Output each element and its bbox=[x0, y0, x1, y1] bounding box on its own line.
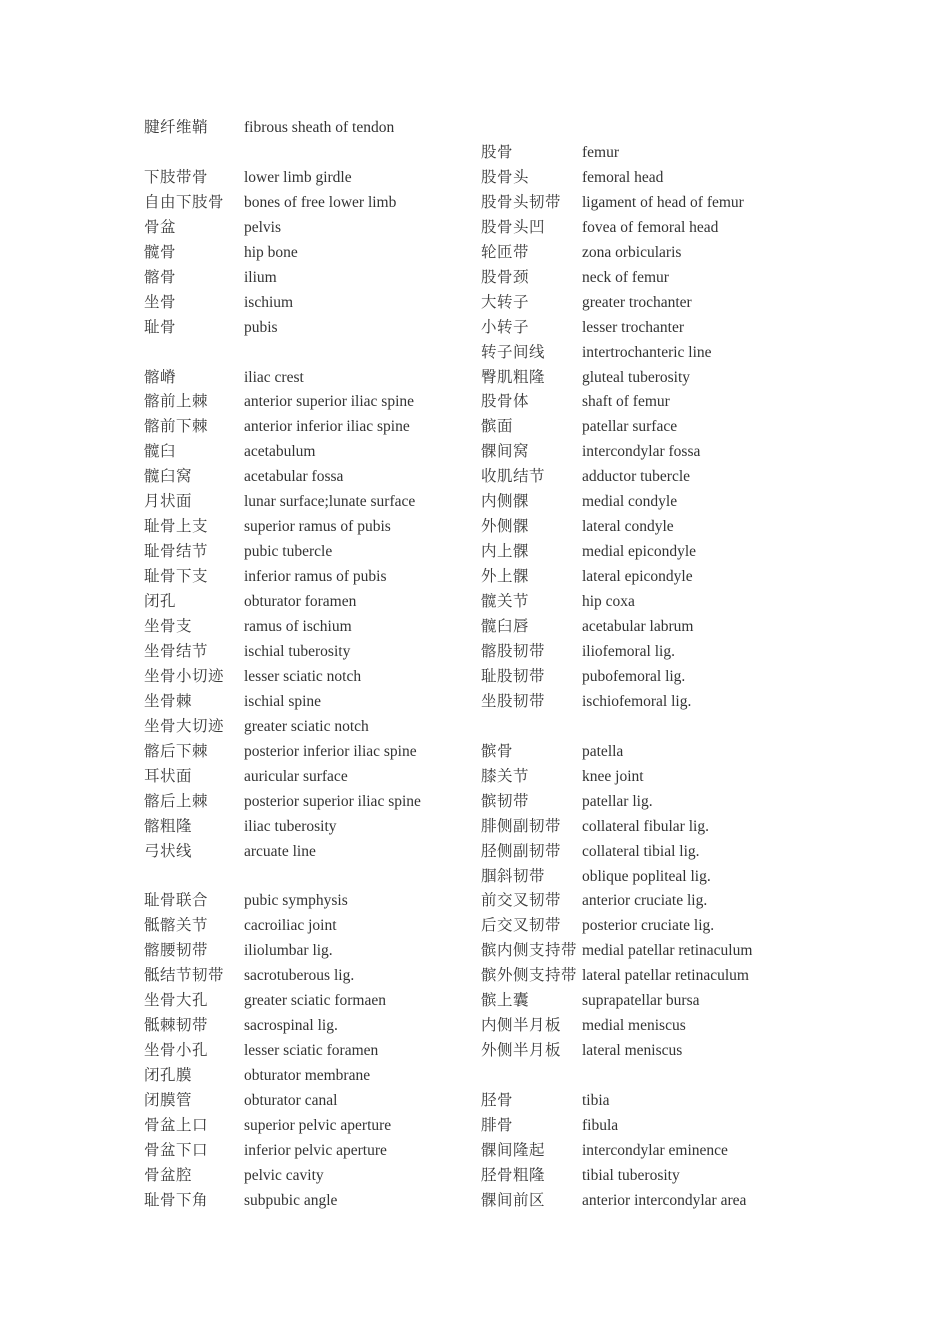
chinese-term: 骶棘韧带 bbox=[144, 1017, 209, 1035]
chinese-term: 股骨头凹 bbox=[481, 218, 546, 236]
english-term: intertrochanteric line bbox=[582, 343, 712, 361]
english-term: anterior cruciate lig. bbox=[582, 892, 708, 910]
english-term: acetabular fossa bbox=[244, 468, 344, 486]
english-term: gluteal tuberosity bbox=[582, 368, 691, 386]
english-term: posterior superior iliac spine bbox=[244, 792, 421, 810]
english-term: iliolumbar lig. bbox=[244, 942, 333, 960]
chinese-term: 下肢带骨 bbox=[144, 168, 209, 186]
chinese-term: 骨盆上口 bbox=[144, 1117, 209, 1134]
chinese-term: 臀肌粗隆 bbox=[481, 368, 546, 386]
chinese-term: 前交叉韧带 bbox=[481, 892, 562, 910]
english-term: knee joint bbox=[582, 767, 644, 785]
chinese-term: 耻股韧带 bbox=[481, 667, 546, 685]
chinese-term: 内上髁 bbox=[481, 543, 530, 561]
chinese-term: 骨盆 bbox=[144, 218, 177, 236]
chinese-term: 髁间前区 bbox=[481, 1191, 546, 1209]
english-term: fibula bbox=[582, 1117, 619, 1134]
english-term: iliac tuberosity bbox=[244, 817, 337, 835]
chinese-term: 坐骨大孔 bbox=[144, 992, 209, 1010]
chinese-term: 髂股韧带 bbox=[481, 642, 546, 660]
chinese-term: 坐骨小切迹 bbox=[144, 667, 225, 685]
english-term: pubic tubercle bbox=[244, 543, 333, 561]
chinese-term: 髌韧带 bbox=[481, 792, 530, 810]
english-term: iliofemoral lig. bbox=[582, 642, 675, 660]
chinese-term: 收肌结节 bbox=[481, 468, 546, 486]
english-term: fibrous sheath of tendon bbox=[244, 119, 395, 136]
chinese-term: 骨盆腔 bbox=[144, 1166, 193, 1184]
english-term: ischiofemoral lig. bbox=[582, 692, 692, 710]
english-term: subpubic angle bbox=[244, 1191, 338, 1209]
english-term: superior pelvic aperture bbox=[244, 1117, 392, 1134]
english-term: femur bbox=[582, 143, 620, 161]
english-term: sacrotuberous lig. bbox=[244, 967, 355, 985]
chinese-term: 轮匝带 bbox=[481, 243, 530, 261]
chinese-term: 髂粗隆 bbox=[144, 817, 193, 835]
english-term: patellar lig. bbox=[582, 792, 653, 810]
english-term: pelvic cavity bbox=[244, 1166, 324, 1184]
chinese-term: 髌外侧支持带 bbox=[481, 967, 578, 985]
chinese-term: 股骨头 bbox=[481, 168, 530, 186]
chinese-term: 股骨头韧带 bbox=[481, 193, 562, 211]
english-term: collateral tibial lig. bbox=[582, 842, 700, 860]
chinese-term: 外上髁 bbox=[481, 568, 530, 586]
chinese-term: 腓骨 bbox=[481, 1117, 514, 1134]
english-term: intercondylar fossa bbox=[582, 443, 701, 461]
english-term: lateral patellar retinaculum bbox=[582, 967, 749, 985]
chinese-term: 髂骨 bbox=[144, 268, 177, 286]
english-term: suprapatellar bursa bbox=[582, 992, 700, 1010]
english-term: femoral head bbox=[582, 168, 664, 186]
chinese-term: 股骨体 bbox=[481, 393, 530, 411]
english-term: lateral condyle bbox=[582, 518, 674, 536]
chinese-term: 髋骨 bbox=[144, 243, 177, 261]
english-term: intercondylar eminence bbox=[582, 1141, 728, 1159]
chinese-term: 自由下肢骨 bbox=[144, 193, 225, 211]
english-term: lateral epicondyle bbox=[582, 568, 693, 586]
english-term: greater sciatic notch bbox=[244, 717, 369, 735]
english-term: ischium bbox=[244, 293, 294, 311]
english-term: zona orbicularis bbox=[582, 243, 682, 261]
chinese-term: 髋臼窝 bbox=[144, 468, 193, 486]
english-term: neck of femur bbox=[582, 268, 669, 286]
english-term: collateral fibular lig. bbox=[582, 817, 709, 835]
english-term: obturator foramen bbox=[244, 593, 357, 611]
chinese-term: 闭膜管 bbox=[144, 1092, 193, 1110]
chinese-term: 胫侧副韧带 bbox=[481, 842, 562, 860]
chinese-term: 髂嵴 bbox=[144, 368, 177, 386]
english-term: pubis bbox=[244, 318, 278, 336]
chinese-term: 骶结节韧带 bbox=[144, 967, 225, 985]
english-term: lunar surface;lunate surface bbox=[244, 493, 416, 511]
english-term: hip bone bbox=[244, 243, 298, 261]
english-term: inferior ramus of pubis bbox=[244, 568, 387, 586]
english-term: acetabular labrum bbox=[582, 618, 694, 635]
chinese-term: 坐骨大切迹 bbox=[144, 717, 225, 735]
english-term: anterior superior iliac spine bbox=[244, 393, 415, 411]
english-term: medial epicondyle bbox=[582, 543, 697, 561]
english-term: patellar surface bbox=[582, 418, 678, 436]
english-term: greater sciatic formaen bbox=[244, 992, 386, 1010]
english-term: tibial tuberosity bbox=[582, 1166, 680, 1184]
english-term: posterior inferior iliac spine bbox=[244, 742, 417, 760]
english-term: obturator membrane bbox=[244, 1067, 371, 1085]
chinese-term: 弓状线 bbox=[144, 842, 193, 860]
english-term: bones of free lower limb bbox=[244, 193, 397, 211]
chinese-term: 髋臼 bbox=[144, 443, 177, 461]
chinese-term: 转子间线 bbox=[481, 343, 546, 361]
english-term: ramus of ischium bbox=[244, 618, 352, 635]
english-term: cacroiliac joint bbox=[244, 917, 337, 935]
chinese-term: 耻骨 bbox=[144, 318, 177, 336]
chinese-term: 耻骨联合 bbox=[144, 892, 209, 910]
english-term: acetabulum bbox=[244, 443, 316, 461]
chinese-term: 髂后上棘 bbox=[144, 792, 209, 810]
english-term: hip coxa bbox=[582, 593, 635, 611]
chinese-term: 外侧半月板 bbox=[481, 1042, 562, 1060]
english-term: pelvis bbox=[244, 218, 282, 236]
english-term: lesser sciatic foramen bbox=[244, 1042, 379, 1060]
english-term: lesser trochanter bbox=[582, 318, 684, 336]
english-term: adductor tubercle bbox=[582, 468, 691, 486]
chinese-term: 外侧髁 bbox=[481, 518, 530, 536]
english-term: ischial spine bbox=[244, 692, 322, 710]
english-term: ilium bbox=[244, 268, 277, 286]
chinese-term: 内侧髁 bbox=[481, 493, 530, 511]
chinese-term: 腓侧副韧带 bbox=[481, 817, 562, 835]
english-term: superior ramus of pubis bbox=[244, 518, 391, 536]
english-term: iliac crest bbox=[244, 368, 304, 386]
chinese-term: 腘斜韧带 bbox=[481, 867, 546, 885]
chinese-term: 内侧半月板 bbox=[481, 1017, 562, 1035]
chinese-term: 髁间隆起 bbox=[481, 1141, 546, 1159]
english-term: arcuate line bbox=[244, 842, 316, 860]
english-term: lower limb girdle bbox=[244, 168, 352, 186]
chinese-term: 月状面 bbox=[144, 493, 193, 511]
english-term: obturator canal bbox=[244, 1092, 338, 1110]
chinese-term: 坐骨 bbox=[144, 293, 177, 311]
chinese-term: 小转子 bbox=[481, 318, 530, 336]
english-term: medial condyle bbox=[582, 493, 678, 511]
english-term: lesser sciatic notch bbox=[244, 667, 362, 685]
chinese-term: 股骨 bbox=[481, 143, 514, 161]
chinese-term: 髌骨 bbox=[481, 742, 514, 760]
english-term: patella bbox=[582, 742, 624, 760]
english-term: ischial tuberosity bbox=[244, 642, 351, 660]
english-term: anterior intercondylar area bbox=[582, 1191, 747, 1209]
english-term: pubic symphysis bbox=[244, 892, 348, 910]
english-term: greater trochanter bbox=[582, 293, 692, 311]
english-term: anterior inferior iliac spine bbox=[244, 418, 410, 436]
chinese-term: 髂后下棘 bbox=[144, 742, 209, 760]
english-term: sacrospinal lig. bbox=[244, 1017, 338, 1035]
chinese-term: 坐股韧带 bbox=[481, 692, 546, 710]
chinese-term: 坐骨小孔 bbox=[144, 1042, 209, 1060]
english-term: medial meniscus bbox=[582, 1017, 686, 1035]
chinese-term: 骶髂关节 bbox=[144, 917, 209, 935]
chinese-term: 骨盆下口 bbox=[144, 1141, 209, 1159]
chinese-term: 髂前上棘 bbox=[144, 393, 209, 411]
english-term: pubofemoral lig. bbox=[582, 667, 686, 685]
chinese-term: 胫骨 bbox=[481, 1092, 514, 1110]
english-term: shaft of femur bbox=[582, 393, 670, 411]
chinese-term: 后交叉韧带 bbox=[481, 917, 562, 935]
english-term: fovea of femoral head bbox=[582, 218, 719, 236]
chinese-term: 髌面 bbox=[481, 418, 514, 436]
english-term: ligament of head of femur bbox=[582, 193, 744, 211]
chinese-term: 耻骨下角 bbox=[144, 1191, 209, 1209]
chinese-term: 大转子 bbox=[481, 293, 530, 311]
chinese-term: 胫骨粗隆 bbox=[481, 1166, 546, 1184]
chinese-term: 股骨颈 bbox=[481, 268, 530, 286]
english-term: inferior pelvic aperture bbox=[244, 1141, 387, 1159]
chinese-term: 耳状面 bbox=[144, 767, 193, 785]
chinese-term: 髌上囊 bbox=[481, 992, 530, 1010]
chinese-term: 髋关节 bbox=[481, 593, 530, 611]
chinese-term: 坐骨棘 bbox=[144, 692, 193, 710]
chinese-term: 耻骨结节 bbox=[144, 543, 209, 561]
chinese-term: 髂前下棘 bbox=[144, 418, 209, 436]
english-term: auricular surface bbox=[244, 767, 348, 785]
chinese-term: 膝关节 bbox=[481, 767, 530, 785]
english-term: medial patellar retinaculum bbox=[582, 942, 753, 960]
english-term: tibia bbox=[582, 1092, 610, 1110]
chinese-term: 耻骨上支 bbox=[144, 518, 209, 536]
chinese-term: 髂腰韧带 bbox=[144, 942, 209, 960]
english-term: oblique popliteal lig. bbox=[582, 867, 711, 885]
chinese-term: 坐骨结节 bbox=[144, 642, 209, 660]
english-term: lateral meniscus bbox=[582, 1042, 683, 1060]
chinese-term: 耻骨下支 bbox=[144, 568, 209, 586]
chinese-term: 髌内侧支持带 bbox=[481, 942, 578, 960]
chinese-term: 坐骨支 bbox=[144, 618, 193, 635]
chinese-term: 闭孔 bbox=[144, 593, 177, 611]
chinese-term: 髁间窝 bbox=[481, 443, 530, 461]
chinese-term: 闭孔膜 bbox=[144, 1067, 193, 1085]
chinese-term: 腱纤维鞘 bbox=[144, 119, 209, 136]
english-term: posterior cruciate lig. bbox=[582, 917, 715, 935]
chinese-term: 髋臼唇 bbox=[481, 618, 530, 635]
